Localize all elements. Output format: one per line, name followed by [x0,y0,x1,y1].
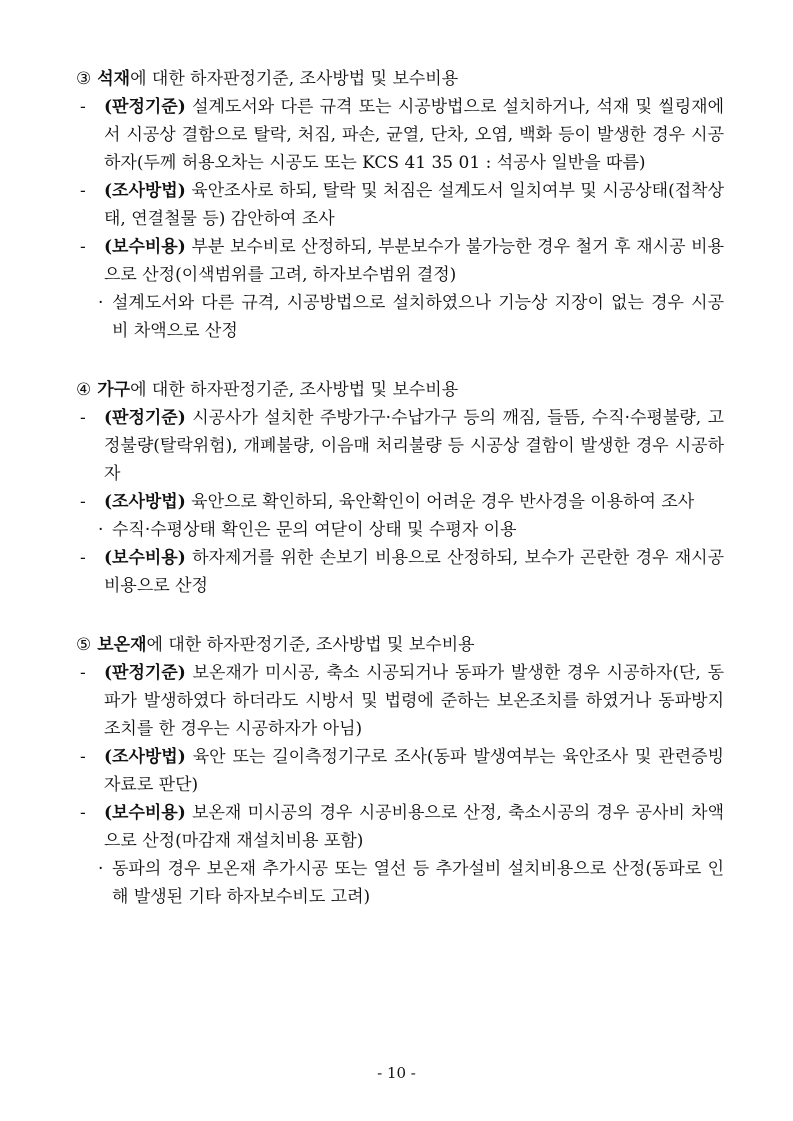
section-keyword: 가구 [97,380,131,400]
item-body: 시공사가 설치한 주방가구·수납가구 등의 깨짐, 들뜸, 수직·수평불량, 고정불량(탈락위험), 개폐불량, 이음매 처리불량 등 시공상 결함이 발생한 경우 시공하자 [104,408,724,484]
item-body: 하자제거를 위한 손보기 비용으로 산정하되, 보수가 곤란한 경우 재시공 비용으로 산정 [104,548,724,596]
criteria-item [76,177,724,233]
item-text [104,404,724,488]
item-label: (판정기준) [104,97,186,117]
item-body: 육안조사로 하되, 탈락 및 처짐은 설계도서 일치여부 및 시공상태(접착상태, 연결철물 등) 감안하여 조사 [104,181,724,229]
bullet-marker: · [98,520,104,540]
section-1 [76,66,724,345]
criteria-item [76,544,724,600]
section-number: ④ [76,380,92,400]
section-title-rest: 에 대한 하자판정기준, 조사방법 및 보수비용 [130,380,459,400]
sub-item [76,855,724,911]
item-text [104,659,724,743]
item-text [104,799,724,855]
section-title-rest: 에 대한 하자판정기준, 조사방법 및 보수비용 [130,69,459,89]
bullet-marker: · [98,293,104,313]
item-body: 육안으로 확인하되, 육안확인이 어려운 경우 반사경을 이용하여 조사 [185,492,695,512]
bullet-marker: · [98,859,104,879]
item-text [104,488,724,516]
criteria-item [76,743,724,799]
sub-item-text: 수직·수평상태 확인은 문의 여닫이 상태 및 수평자 이용 [112,520,517,540]
criteria-item [76,799,724,855]
item-label: (조사방법) [104,492,186,512]
dash-marker: - [80,663,86,683]
dash-marker: - [80,803,86,823]
item-body: 보온재가 미시공, 축소 시공되거나 동파가 발생한 경우 시공하자(단, 동파가 발생하였다 하더라도 시방서 및 법령에 준하는 보온조치를 하였거나 동파방지조치를 한 경우는 시공하자가 아님) [104,663,724,739]
section-number: ③ [76,69,92,89]
item-label: (보수비용) [104,237,186,257]
dash-marker: - [80,97,86,117]
item-body: 육안 또는 길이측정기구로 조사(동파 발생여부는 육안조사 및 관련증빙자료로 판단) [104,747,724,795]
sub-item-text: 동파의 경우 보온재 추가시공 또는 열선 등 추가설비 설치비용으로 산정(동파로 인해 발생된 기타 하자보수비도 고려) [112,859,724,907]
dash-marker: - [80,181,86,201]
section-3 [76,632,724,911]
criteria-item [76,233,724,289]
section-keyword: 석재 [97,69,131,89]
item-body: 보온재 미시공의 경우 시공비용으로 산정, 축소시공의 경우 공사비 차액으로 산정(마감재 재설치비용 포함) [104,803,724,851]
item-body: 설계도서와 다른 규격 또는 시공방법으로 설치하거나, 석재 및 씰링재에서 시공상 결함으로 탈락, 처짐, 파손, 균열, 단차, 오염, 백화 등이 발생한 경우 시공하자(두께 허용오차는 시공도 또는 KCS 41 35 01 : 석공사 일반을 따름) [104,97,724,173]
criteria-item [76,404,724,488]
criteria-item [76,488,724,516]
item-text [104,177,724,233]
item-text [104,544,724,600]
dash-marker: - [80,408,86,428]
item-text [104,233,724,289]
page-number: - 10 - [377,1064,416,1082]
item-label: (보수비용) [104,548,186,568]
criteria-item [76,93,724,177]
item-text [104,93,724,177]
item-label: (조사방법) [104,747,186,767]
section-title [76,66,724,93]
sub-item-text: 설계도서와 다른 규격, 시공방법으로 설치하였으나 기능상 지장이 없는 경우 시공비 차액으로 산정 [112,293,724,341]
item-label: (조사방법) [104,181,186,201]
dash-marker: - [80,237,86,257]
item-text [104,743,724,799]
section-2 [76,377,724,600]
item-label: (판정기준) [104,408,186,428]
page-content [76,66,724,943]
section-title [76,632,724,659]
section-title [76,377,724,404]
section-title-rest: 에 대한 하자판정기준, 조사방법 및 보수비용 [146,635,475,655]
item-body: 부분 보수비로 산정하되, 부분보수가 불가능한 경우 철거 후 재시공 비용으로 산정(이색범위를 고려, 하자보수범위 결정) [104,237,724,285]
dash-marker: - [80,492,86,512]
criteria-item [76,659,724,743]
section-number: ⑤ [76,635,92,655]
dash-marker: - [80,747,86,767]
dash-marker: - [80,548,86,568]
section-keyword: 보온재 [97,635,147,655]
sub-item [76,516,724,544]
item-label: (판정기준) [104,663,186,683]
sub-item [76,289,724,345]
item-label: (보수비용) [104,803,186,823]
